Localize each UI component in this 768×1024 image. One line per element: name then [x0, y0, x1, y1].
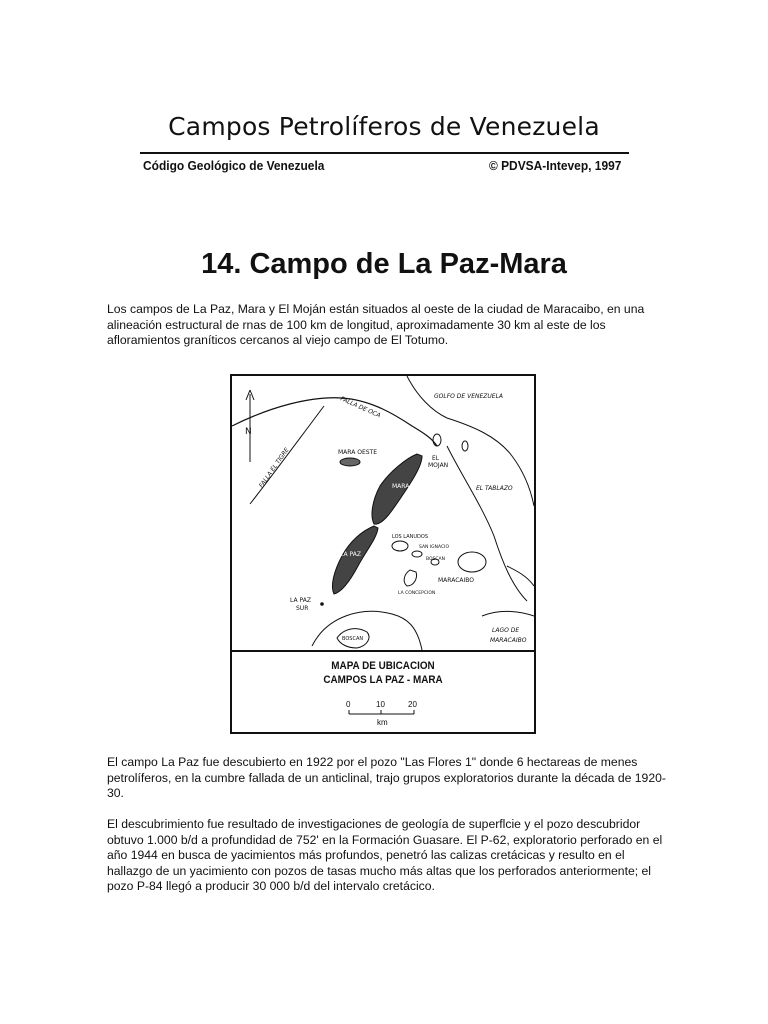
label-san-ignacio: SAN IGNACIO — [419, 545, 450, 550]
label-falla-tigre: FALLA EL TIGRE — [257, 446, 291, 490]
map-caption-line1: MAPA DE UBICACION — [331, 660, 435, 672]
label-los-lanudos: LOS LANUDOS — [392, 534, 428, 540]
label-maracaibo: MARACAIBO — [438, 577, 475, 584]
header-title: Campos Petrolíferos de Venezuela — [168, 112, 600, 141]
maracaibo-city — [458, 552, 486, 572]
label-boscan-small: BOSCAN — [426, 557, 445, 562]
location-map — [232, 376, 534, 650]
scale-tick-20: 20 — [408, 700, 417, 709]
label-la-concepcion: LA CONCEPCION — [398, 591, 436, 596]
label-la-paz-sur-2: SUR — [296, 605, 309, 612]
location-map-figure — [230, 374, 536, 734]
map-caption-line2: CAMPOS LA PAZ - MARA — [323, 674, 443, 686]
scale-tick-10: 10 — [376, 700, 385, 709]
label-el-mojan-1: EL — [432, 455, 440, 462]
paragraph-discovery: El campo La Paz fue descubierto en 1922 por el pozo "Las Flores 1" donde 6 hectareas de menes petrolíferos, en la cumbre fallada de un anticlinal, trajo grupos exploratorios durante la década de 1920-30. — [107, 755, 666, 800]
map-caption-box — [232, 650, 534, 734]
san-ignacio-field — [412, 551, 422, 557]
chapter-title: 14. Campo de La Paz-Mara — [201, 248, 567, 280]
la-paz-sur-dot — [320, 602, 324, 606]
header-rule — [140, 152, 629, 154]
label-el-mojan-2: MOJAN — [428, 462, 449, 469]
label-north: N — [245, 427, 252, 437]
label-mara-oeste: MARA OESTE — [338, 449, 377, 456]
label-el-tablazo: EL TABLAZO — [476, 485, 513, 492]
header-left-subtitle: Código Geológico de Venezuela — [143, 158, 325, 173]
falla-de-oca-line — [232, 398, 437, 446]
mara-oeste-field — [340, 458, 360, 466]
paragraph-intro: Los campos de La Paz, Mara y El Moján están situados al oeste de la ciudad de Maracaibo, en una alineación estructural de rnas de 100 km de longitud, aproximadamente 30 km al este de los afloramientos graníticos cercanos al viejo campo de El Totumo. — [107, 302, 645, 347]
label-boscan: BOSCAN — [342, 636, 364, 642]
scale-unit: km — [377, 718, 388, 727]
header-right-subtitle: © PDVSA-Intevep, 1997 — [488, 158, 622, 173]
header-subtitle-row — [143, 158, 622, 173]
la-paz-field — [332, 526, 378, 594]
label-golfo: GOLFO DE VENEZUELA — [434, 393, 504, 400]
paragraph-exploration: El descubrimiento fue resultado de investigaciones de geología de superflcie y el pozo descubridor obtuvo 1.000 b/d a profundidad de 752' en la Formación Guasare. El P-62, exploratorio perforado en el año 1944 en busca de yacimientos más profundos, penetró las calizas cretácicas y resulto en el hallazgo de un yacimiento con pozos de tasas mucho más altas que los perforados anteriormente; el pozo P-84 llegó a producir 30 000 b/d del intervalo cretácico. — [107, 817, 663, 893]
coastline-east-inlet — [507, 566, 534, 586]
label-mara: MARA — [392, 483, 410, 490]
label-falla-oca: FALLA DE OCA — [339, 395, 382, 420]
label-lago-1: LAGO DE — [492, 627, 520, 634]
scale-tick-0: 0 — [346, 700, 351, 709]
label-la-paz-field: LA PAZ — [340, 551, 361, 558]
lake-shore-east — [482, 611, 534, 616]
la-concepcion-field — [404, 570, 416, 586]
label-la-paz-sur-1: LA PAZ — [290, 597, 311, 604]
los-lanudos-field — [392, 541, 408, 551]
island — [433, 434, 441, 446]
label-lago-2: MARACAIBO — [490, 637, 527, 644]
lake-shore — [312, 611, 422, 650]
island — [462, 441, 468, 451]
